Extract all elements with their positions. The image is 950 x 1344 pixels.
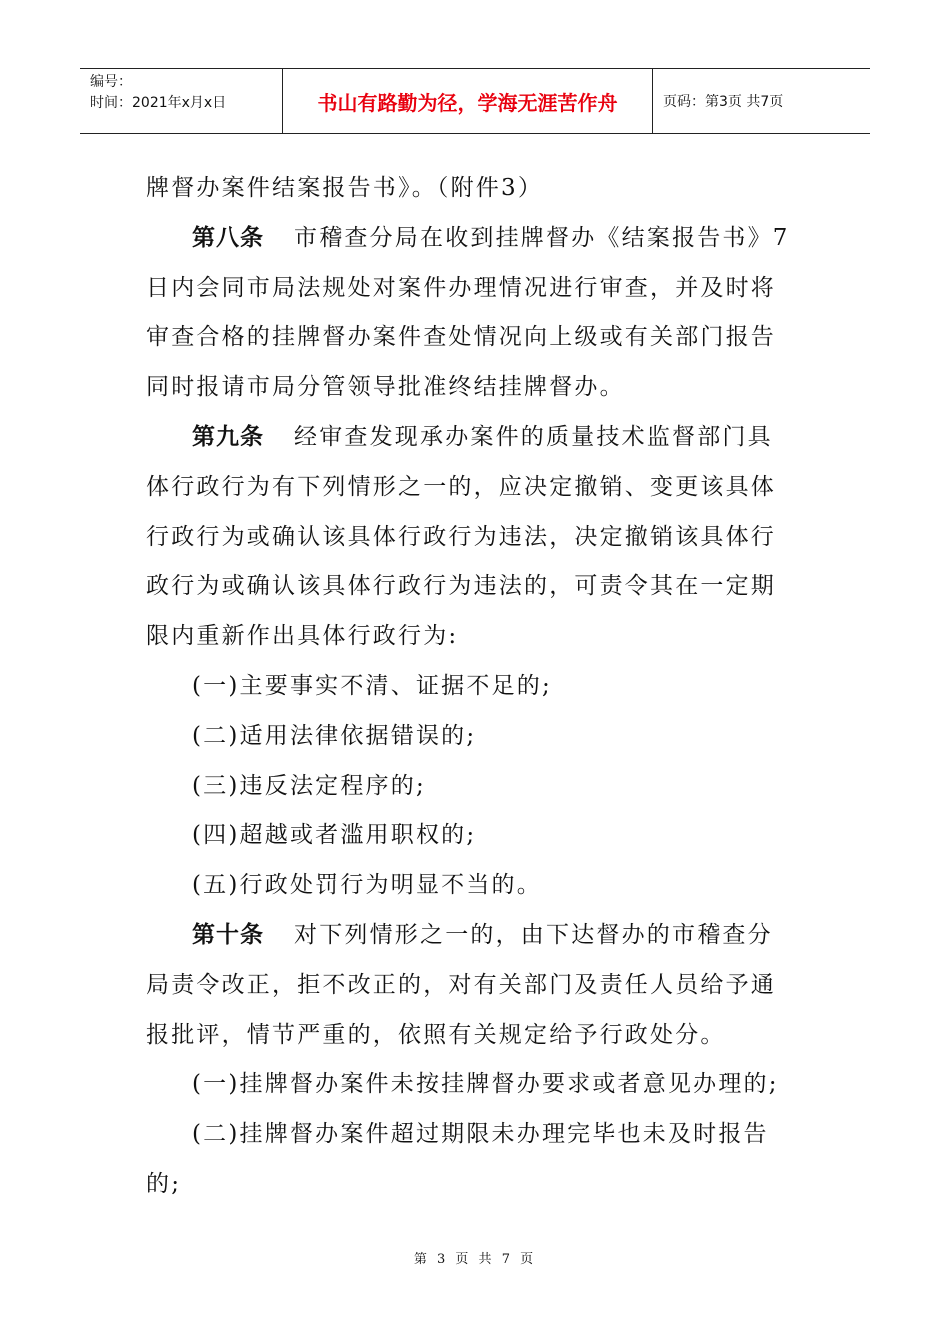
header-meta <box>80 69 283 133</box>
list-item: (二)挂牌督办案件超过期限未办理完毕也未及时报告 <box>192 1121 769 1148</box>
article-8-title: 第八条 <box>192 224 264 251</box>
text-line: 牌督办案件结案报告书》。（附件3） <box>146 175 544 201</box>
text-line: 政行为或确认该具体行政行为违法的，可责令其在一定期 <box>146 573 776 600</box>
list-item: (五)行政处罚行为明显不当的。 <box>192 872 542 899</box>
text-line: 经审查发现承办案件的质量技术监督部门具 <box>294 423 773 450</box>
page-footer: 第 3 页 共 7 页 <box>413 1252 537 1267</box>
text-line: 的; <box>146 1170 182 1197</box>
article-9-title: 第九条 <box>192 423 264 450</box>
text-line: 日内会同市局法规处对案件办理情况进行审查，并及时将 <box>146 274 776 301</box>
text-line: 审查合格的挂牌督办案件查处情况向上级或有关部门报告 <box>146 324 776 351</box>
text-line: 体行政行为有下列情形之一的，应决定撤销、变更该具体 <box>146 473 776 500</box>
text-line: 同时报请市局分管领导批准终结挂牌督办。 <box>146 374 625 401</box>
article-9-line <box>146 413 806 463</box>
list-item: (四)超越或者滥用职权的; <box>192 822 477 849</box>
article-8-line <box>146 214 806 264</box>
header-page-info: 页码：第3页 共7页 <box>663 94 784 110</box>
text-line: 报批评，情节严重的，依照有关规定给予行政处分。 <box>146 1021 726 1048</box>
text-line: 对下列情形之一的，由下达督办的市稽查分 <box>294 921 773 948</box>
article-10-line <box>146 911 806 961</box>
list-item: (一)主要事实不清、证据不足的; <box>192 672 552 699</box>
list-item: (一)挂牌督办案件未按挂牌督办要求或者意见办理的; <box>192 1071 779 1098</box>
text-line: 市稽查分局在收到挂牌督办《结案报告书》7 <box>294 224 790 251</box>
header-motto: 书山有路勤为径，学海无涯苦作舟 <box>283 69 653 133</box>
serial-number-label: 编号： <box>90 74 132 90</box>
list-item: (二)适用法律依据错误的; <box>192 722 477 749</box>
document-body <box>146 164 806 1210</box>
page-header <box>80 68 870 134</box>
text-line: 限内重新作出具体行政行为: <box>146 623 459 650</box>
article-10-title: 第十条 <box>192 921 264 948</box>
text-line: 行政行为或确认该具体行政行为违法，决定撤销该具体行 <box>146 523 776 550</box>
date-label: 时间：2021年x月x日 <box>90 95 227 111</box>
list-item: (三)违反法定程序的; <box>192 772 426 799</box>
text-line: 局责令改正，拒不改正的，对有关部门及责任人员给予通 <box>146 971 776 998</box>
